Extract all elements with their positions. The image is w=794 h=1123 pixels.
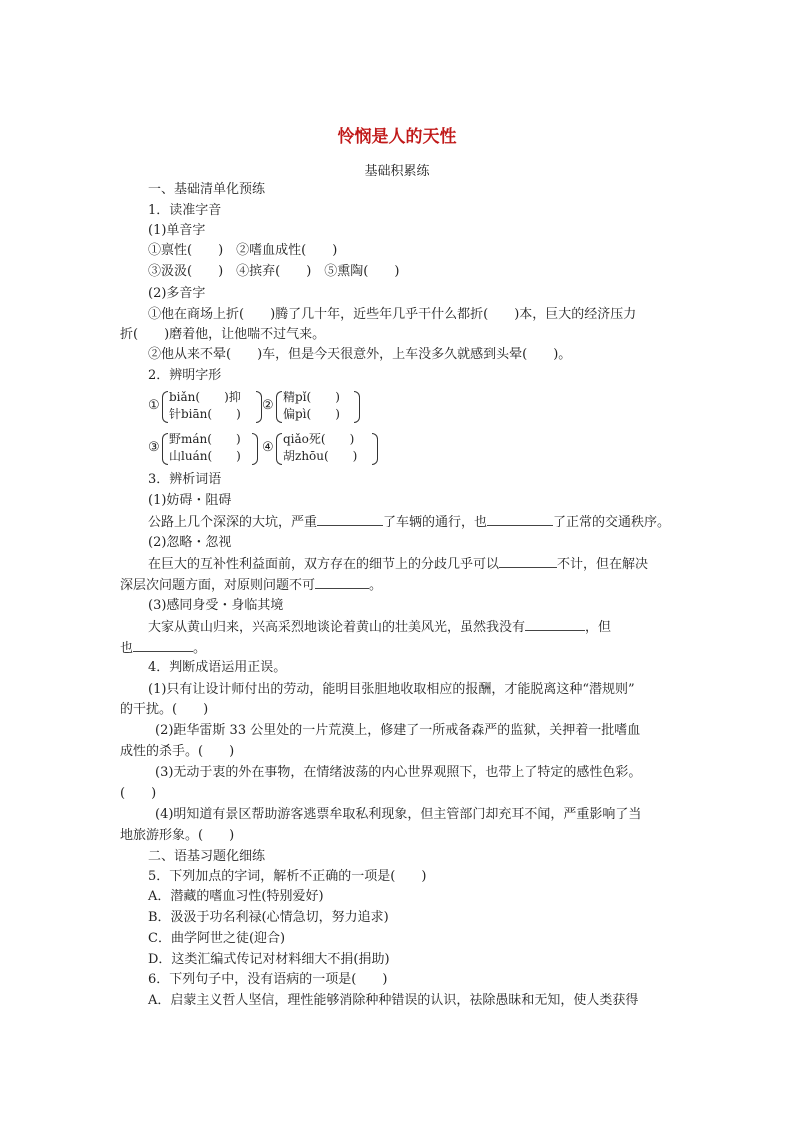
question-heading: 4．判断成语运用正误。 [148, 660, 287, 675]
text-line: 公路上几个深深的大坑，严重 了车辆的通行，也 了正常的交通秩序。 [148, 515, 671, 530]
section-heading: 二、语基习题化细练 [148, 849, 266, 864]
sub-heading: (1)单音字 [148, 223, 206, 238]
sub-heading: (3)感同身受・身临其境 [148, 598, 284, 613]
text-line: 大家从黄山归来，兴高采烈地谈论着黄山的壮美风光，虽然我没有 ，但 [148, 620, 612, 635]
text-line: ②他从来不晕( )车，但是今天很意外，上车没多久就感到头晕( )。 [148, 347, 572, 362]
option-d: D．这类汇编式传记对材料细大不捐(捐助) [148, 952, 390, 967]
sub-heading: (2)多音字 [148, 286, 206, 301]
option-a: A．潜藏的嗜血习性(特别爱好) [148, 889, 324, 904]
question-heading: 5．下列加点的字词，解析不正确的一项是( ) [148, 869, 427, 884]
page-title: 怜悯是人的天性 [337, 127, 457, 147]
answer-blank[interactable] [499, 555, 557, 568]
glyph-group-2: ② 精pǐ( ) 偏pì( ) [262, 389, 372, 425]
text-line: ( ) [120, 786, 157, 801]
text-line: ①禀性( ) ②嗜血成性( ) [148, 243, 338, 258]
question-heading: 2．辨明字形 [148, 368, 222, 383]
question-heading: 1．读准字音 [148, 203, 222, 218]
option-c: C．曲学阿世之徒(迎合) [148, 931, 286, 946]
text-line: 在巨大的互补性利益面前，双方存在的细节上的分歧几乎可以 不计，但在解决 [148, 557, 649, 572]
page-subtitle: 基础积累练 [364, 164, 430, 179]
text-line: ①他在商场上折( )腾了几十年，近些年几乎干什么都折( )本，巨大的经济压力 [148, 307, 637, 322]
question-heading: 3．辨析词语 [148, 472, 222, 487]
glyph-group-4: ④ qiǎo死( ) 胡zhōu( ) [262, 431, 382, 467]
answer-blank[interactable] [315, 576, 369, 589]
text-line: (2)距华雷斯 33 公里处的一片荒漠上，修建了一所戒备森严的监狱，关押着一批嗜血 [155, 723, 641, 738]
section-heading: 一、基础清单化预练 [148, 182, 266, 197]
text-line: (4)明知道有景区帮助游客逃票牟取私利现象，但主管部门却充耳不闻，严重影响了当 [155, 807, 642, 822]
option-b: B．汲汲于功名利禄(心情急切，努力追求) [148, 910, 389, 925]
text-line: 也 。 [120, 641, 207, 656]
text-line: (3)无动于衷的外在事物，在情绪波荡的内心世界观照下，也带上了特定的感性色彩。 [155, 765, 642, 780]
option-a: A．启蒙主义哲人坚信，理性能够消除种种错误的认识，祛除愚昧和无知，使人类获得 [148, 993, 639, 1008]
text-line: 成性的杀手。( ) [120, 744, 235, 759]
text-line: 的干扰。( ) [120, 702, 209, 717]
text-line: (1)只有让设计师付出的劳动，能明目张胆地收取相应的报酬，才能脱离这种“潜规则” [148, 682, 635, 697]
answer-blank[interactable] [525, 618, 585, 631]
sub-heading: (1)妨碍・阻碍 [148, 493, 232, 508]
text-line: 折( )磨着他，让他喘不过气来。 [120, 327, 326, 342]
answer-blank[interactable] [487, 513, 553, 526]
answer-blank[interactable] [317, 513, 383, 526]
text-line: 深层次问题方面，对原则问题不可 。 [120, 578, 383, 593]
question-heading: 6．下列句子中，没有语病的一项是( ) [148, 972, 388, 987]
answer-blank[interactable] [133, 639, 193, 652]
glyph-group-3: ③ 野mán( ) 山luán( ) [148, 431, 268, 467]
text-line: 地旅游形象。( ) [120, 828, 235, 843]
sub-heading: (2)忽略・忽视 [148, 535, 232, 550]
glyph-group-1: ① biǎn( )抑 针biān( ) [148, 389, 268, 425]
text-line: ③汲汲( ) ④摈弃( ) ⑤熏陶( ) [148, 264, 400, 279]
